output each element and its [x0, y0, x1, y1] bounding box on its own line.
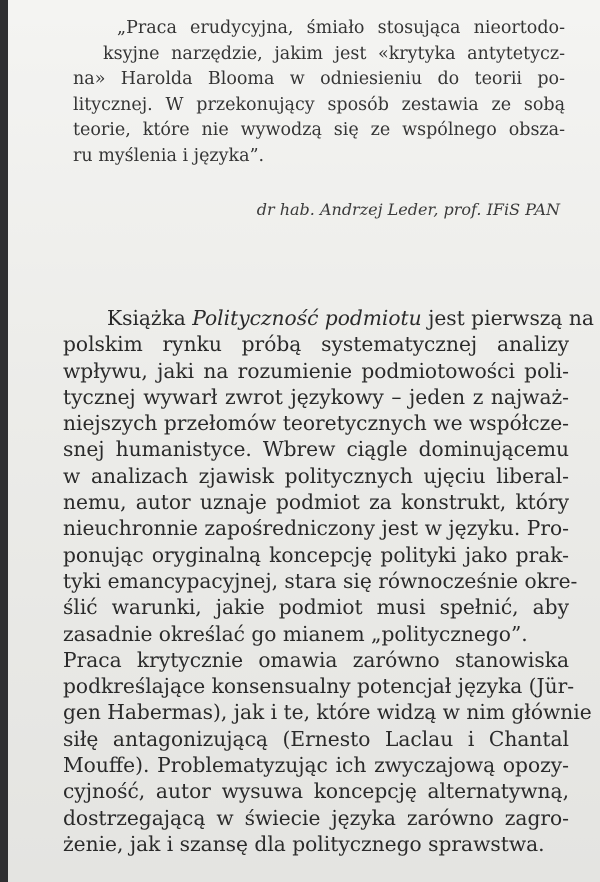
description-line: ponując oryginalną koncepcję polityki jako prak- — [63, 542, 569, 567]
description-line: dostrzegającą w świecie języka zarówno zagro- — [63, 805, 569, 830]
description-line: siłę antagonizującą (Ernesto Laclau i Chantal — [63, 726, 569, 751]
quote-line: ksyjne narzędzie, jakim jest «krytyka antytetycz- — [103, 43, 565, 64]
description-line: wpływu, jaki na rozumienie podmiotowości poli- — [63, 358, 569, 383]
quote-line: litycznej. W przekonujący sposób zestawia ze sobą — [73, 94, 565, 115]
description-line: żenie, jak i szansę dla politycznego sprawstwa. — [63, 831, 545, 856]
description-line: tyki emancypacyjnej, stara się równocześnie okre- — [63, 568, 578, 593]
description-line: nemu, autor uznaje podmiot za konstrukt, który — [63, 490, 569, 515]
description-suffix: jest pierwszą na — [421, 306, 594, 330]
description-line: nieuchronnie zapośredniczony jest w języku. Pro- — [63, 516, 569, 541]
quote-line: na» Harolda Blooma w odniesieniu do teorii po- — [73, 69, 565, 89]
book-back-cover — [8, 0, 600, 882]
book-title: Polityczność podmiotu — [192, 306, 422, 330]
description-line: zasadnie określać go mianem „politycznego”. — [63, 621, 528, 646]
quote-line: teorie, które nie wywodzą się ze wspólnego obsza- — [73, 120, 565, 140]
quote-line: „Praca erudycyjna, śmiało stosująca nieortodo- — [117, 18, 565, 38]
description-line: podkreślające konsensualny potencjał języka (Jür- — [63, 674, 575, 699]
description-line: w analizach zjawisk politycznych ujęciu liberal- — [63, 463, 569, 488]
book-description — [63, 305, 594, 857]
description-line: niejszych przełomów teoretycznych we współcze- — [63, 411, 569, 436]
description-line: tycznej wywarł zwrot językowy – jeden z najważ- — [63, 384, 569, 409]
description-line: snej humanistyce. Wbrew ciągle dominującemu — [63, 437, 569, 462]
description-line: Praca krytycznie omawia zarówno stanowiska — [63, 647, 569, 672]
description-prefix: Książka — [107, 306, 193, 330]
description-line: gen Habermas), jak i te, które widzą w nim głównie — [63, 700, 592, 725]
description-line — [63, 305, 594, 331]
review-quote — [73, 16, 565, 169]
quote-author: dr hab. Andrzej Leder, prof. IFiS PAN — [256, 200, 560, 219]
description-line: polskim rynku próbą systematycznej analizy — [63, 332, 569, 357]
description-line: ślić warunki, jakie podmiot musi spełnić, aby — [63, 595, 569, 620]
description-line: cyjność, autor wysuwa koncepcję alternatywną, — [63, 779, 569, 804]
quote-line: ru myślenia i języka”. — [73, 145, 265, 166]
description-line: Mouffe). Problematyzując ich zwyczajową opozy- — [63, 753, 569, 778]
